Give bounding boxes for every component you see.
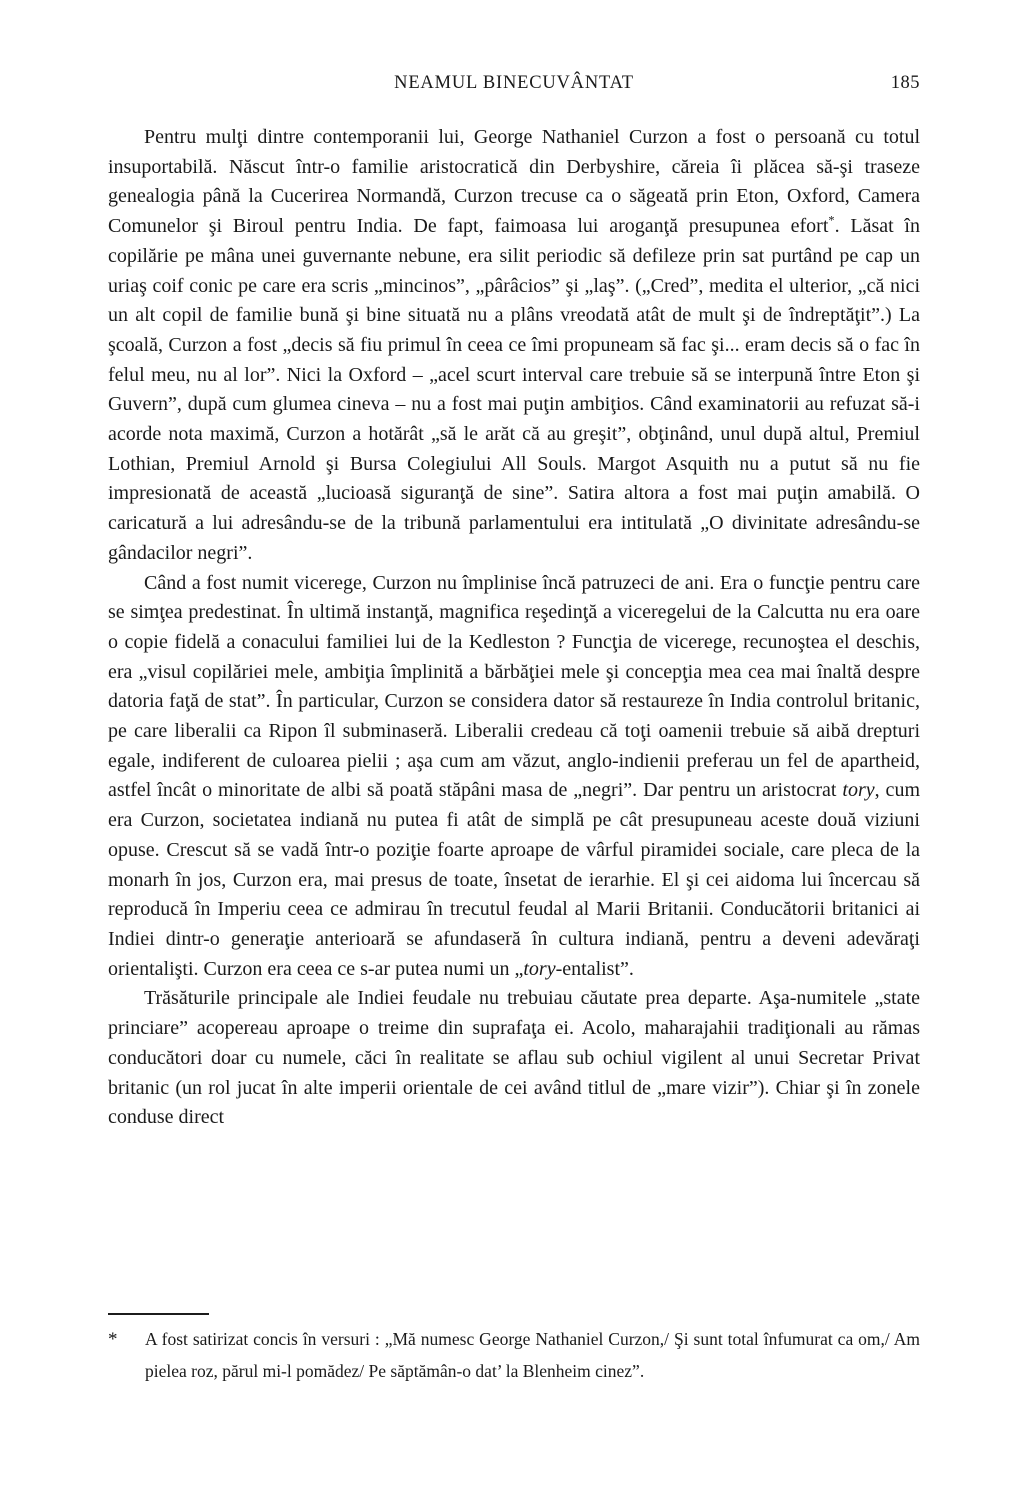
footnote-text: A fost satirizat concis în versuri : „Mă numesc George Nathaniel Curzon,/ Şi sunt total înfumurat ca om,/ Am pielea roz, părul mi-l pomădez/ Pe săptămân-o dat’ la Blenheim cinez”. [145, 1329, 920, 1381]
body-paragraph: Trăsăturile principale ale Indiei feudale nu trebuiau căutate prea departe. Aşa-numitele „state princiare” acopereau aproape o treime din suprafaţa ei. Acolo, maharajahii tradiţionali au rămas conducători doar cu numele, căci în realitate se aflau sub ochiul vigilent al unui Secretar Privat britanic (un rol jucat în alte imperii orientale de cei având titlul de „mare vizir”). Chiar şi în zonele conduse direct [108, 987, 920, 1129]
footnote [108, 1324, 920, 1387]
footnote-area [108, 1313, 920, 1387]
running-head [108, 73, 920, 97]
footnote-rule [108, 1313, 209, 1315]
body-paragraph: Pentru mulţi dintre contemporanii lui, George Nathaniel Curzon a fost o persoană cu totul insuportabilă. Născut într-o familie aristocratică din Derbyshire, căreia îi plăcea să-şi traseze genealogia până la Cucerirea Normandă, Curzon trecuse ca o săgeată prin Eton, Oxford, Camera Comunelor şi Biroul pentru India. De fapt, faimoasa lui aroganţă presupunea efort*. Lăsat în copilărie pe mâna unei guvernante nebune, era silit periodic să defileze prin sat purtând pe cap un uriaş coif conic pe care era scris „mincinos”, „pârâcios” şi „laş”. („Cred”, medita el ulterior, „că nici un alt copil de familie bună şi bine situată nu a plâns vreodată atât de mult şi de îndreptăţit”.) La şcoală, Curzon a fost „decis să fiu primul în ceea ce îmi propuneam să fac şi... eram decis să o fac în felul meu, nu al lor”. Nici la Oxford – „acel scurt interval care trebuie să se interpună între Eton şi Guvern”, după cum glumea cineva – nu a fost mai puţin ambiţios. Când examinatorii au refuzat să-i acorde nota maximă, Curzon a hotărât „să le arăt că au greşit”, obţinând, unul după altul, Premiul Lothian, Premiul Arnold şi Bursa Colegiului All Souls. Margot Asquith nu a putut să nu fie impresionată de această „lucioasă siguranţă de sine”. Satira altora a fost mai puţin amabilă. O caricatură a lui adresându-se de la tribună parlamentului era intitulată „O divinitate adresându-se gândacilor negri”. [108, 126, 920, 564]
page-number: 185 [890, 73, 920, 93]
footnote-marker: * [108, 1329, 118, 1350]
body-paragraph: Când a fost numit vicerege, Curzon nu împlinise încă patruzeci de ani. Era o funcţie pentru care se simţea predestinat. În ultimă instanţă, magnifica reşedinţă a viceregelui de la Calcutta nu era oare o copie fidelă a conacului familiei lui de la Kedleston ? Funcţia de vicerege, recunoştea el deschis, era „visul copilăriei mele, ambiţia împlinită a bărbăţiei mele şi concepţia mea cea mai înaltă despre datoria faţă de stat”. În particular, Curzon se considera dator să restaureze în India controlul britanic, pe care liberalii ca Ripon îl subminaseră. Liberalii credeau că toţi oamenii trebuie să aibă drepturi egale, indiferent de culoarea pielii ; aşa cum am văzut, anglo-indienii preferau un fel de apartheid, astfel încât o minoritate de albi să poată stăpâni masa de „negri”. Dar pentru un aristocrat tory, cum era Curzon, societatea indiană nu putea fi atât de simplă pe cât presupuneau aceste două viziuni opuse. Crescut să se vadă într-o poziţie foarte aproape de vârful piramidei sociale, care pleca de la monarh în jos, Curzon era, mai presus de toate, însetat de ierarhie. El şi cei aidoma lui încercau să reproducă în Imperiu ceea ce admirau în trecutul feudal al Marii Britanii. Conducătorii britanici ai Indiei dintr-o generaţie anterioară se afundaseră în cultura indiană, pentru a deveni adevăraţi orientalişti. Curzon era ceea ce s-ar putea numi un „tory-entalist”. [108, 571, 920, 980]
body-text [108, 123, 920, 1133]
page-title: NEAMUL BINECUVÂNTAT [394, 73, 634, 93]
